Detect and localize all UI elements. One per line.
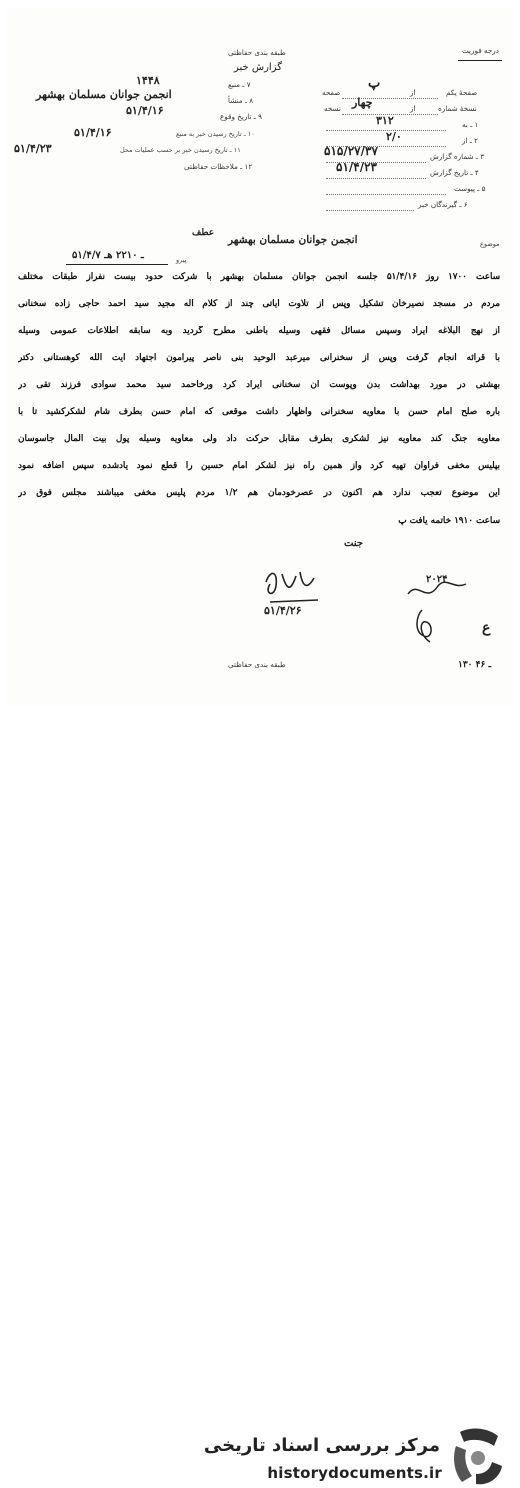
document-page: [6, 8, 514, 706]
handwritten-signature-right: [402, 576, 474, 656]
body-line-2: مردم در مسجد نصیرخان تشکیل وپس از تلاوت آیاتی چند از کلام اله مجید سید احمد حاجی زاده سخنانی: [18, 299, 500, 309]
handwritten-signature-left: [256, 564, 328, 634]
right-field-label-8: ۶ ـ گیرندگان خبر: [418, 200, 468, 209]
watermark-footer: [0, 708, 520, 1482]
dotted-line: [326, 194, 446, 195]
archive-logo: [448, 1426, 506, 1488]
left-field-hand-7: ۱۴۴۸: [136, 74, 160, 87]
priority-label: درجه فوریت: [462, 46, 499, 55]
left-field-label-9: ۹ ـ تاریخ وقوع: [220, 112, 263, 121]
body-line-6: باره صلح امام حسن با معاویه سخنرانی واظهار داشت موقعی که امام حسن بطرف شام لشکرکشید تا با: [18, 407, 500, 417]
right-field-label-2: نسخهٔ شماره: [438, 104, 477, 113]
priority-underline: [458, 60, 502, 61]
right-field-mid-2: از: [410, 104, 416, 113]
right-field-label-6: ۴ ـ تاریخ گزارش: [430, 168, 479, 177]
signature-date: ۵۱/۴/۲۶: [264, 604, 302, 617]
reference-underline: [66, 264, 168, 265]
left-field-label-8: ۸ ـ منشأ: [228, 96, 254, 105]
left-field-label-12: ۱۲ ـ ملاحظات حفاظتی: [184, 162, 253, 171]
body-line-4: با قرائه انجام گرفت وپس از سخنرانی میرعبد الوحید بنی ناصر پیرامون اجتهاد آیت الله کوهستانی دکتر: [18, 353, 500, 363]
right-field-value-2: نسخه: [324, 104, 341, 113]
body-line-1: ساعت ۱۷۰۰ روز ۵۱/۴/۱۶ جلسه انجمن جوانان مسلمان بهشهر با شرکت حدود بیست نفراز طبقات مختلف: [18, 272, 500, 282]
body-line-7: معاویه جنگ کند معاویه نیز لشکری بطرف مقابل حرکت داد ولی معاویه وسیله پول بیت المال جاسوسان: [18, 434, 500, 444]
dotted-line: [326, 210, 414, 211]
right-field-hand-1: پ: [368, 76, 381, 91]
right-field-hand-6: ۵۱/۴/۲۳: [336, 160, 377, 174]
signature-number: ۲۰۲۴: [426, 574, 448, 585]
subject-value: انجمن جوانان مسلمان بهشهر: [228, 234, 358, 246]
archive-website[interactable]: historydocuments.ir: [267, 1464, 442, 1482]
right-field-mid-1: از: [410, 88, 416, 97]
left-field-hand-11: ۵۱/۴/۲۳: [14, 142, 52, 155]
right-field-hand-4: ۲/۰: [386, 130, 402, 143]
left-field-label-7: ۷ ـ منبع: [228, 80, 251, 89]
left-field-label-11: ۱۱ ـ تاریخ رسیدن خبر بر حسب عملیات محل: [120, 146, 241, 154]
right-field-hand-2: چهار: [352, 96, 373, 109]
classification-label-top: طبقه بندی حفاظتی: [228, 48, 286, 57]
right-field-label-5: ۳ ـ شماره گزارش: [430, 152, 485, 161]
body-line-5: بهشتی در مورد بهداشت بدن وپوست آن سخنانی ایراد کرد ورخاحمد سید محمد سوادی فرزند تقی در: [18, 380, 500, 390]
body-line-10: ساعت ۱۹۱۰ خاتمه یافت پ: [398, 516, 500, 526]
body-line-9: این موضوع تعجب ندارد هم اکنون در عصرخودمان هم ۱/۲ مردم پلیس مخفی میباشند مجلس فوق در: [18, 488, 500, 498]
reference-label: پیرو: [176, 256, 187, 264]
right-field-label-7: ۵ ـ پیوست: [454, 184, 486, 193]
right-field-hand-5: ۵۱۵/۲۷/۳۷: [324, 144, 378, 158]
signature-initials: ع: [482, 620, 491, 636]
subject-stamp-word: عطف: [192, 228, 215, 238]
right-field-label-4: ۲ ـ از: [462, 136, 479, 145]
right-field-label-3: ۱ ـ به: [462, 120, 479, 129]
closing-note: جنت: [344, 538, 364, 549]
body-line-8: بپلیس مخفی فراوان تهیه کرد واز همین راه نیز لشکر امام حسین را قطع نمود یادشده سپس اضافه نمود: [18, 461, 500, 471]
left-field-hand-8: انجمن جوانان مسلمان بهشهر: [36, 88, 172, 101]
right-field-label-1: صفحهٔ یکم: [446, 88, 478, 97]
left-field-label-10: ۱۰ ـ تاریخ رسیدن خبر به منبع: [176, 130, 255, 138]
right-field-hand-3: ۳۱۲: [376, 114, 394, 127]
body-line-3: از نهج البلاغه ایراد وسپس مسائل فقهی وسیله باطنی مطرح گردید وبه سابقه اطلاعات عمومی وسیله: [18, 326, 500, 336]
classification-label-bottom: طبقه بندی حفاظتی: [228, 660, 286, 669]
archive-name: مرکز بررسی اسناد تاریخی: [203, 1435, 440, 1456]
left-field-hand-9: ۵۱/۴/۱۶: [126, 104, 164, 117]
page-code: ۱۳۰ ـ ۴۶: [458, 660, 492, 670]
subject-label: موضوع: [480, 240, 500, 248]
left-field-hand-10: ۵۱/۴/۱۶: [74, 126, 112, 139]
dotted-line: [326, 178, 426, 179]
right-field-value-1: صفحه: [322, 88, 341, 97]
form-title: گزارش خبر: [234, 62, 282, 73]
reference-value: ۵۱/۴/۷ ـ ۲۲۱۰ هـ: [72, 250, 144, 261]
